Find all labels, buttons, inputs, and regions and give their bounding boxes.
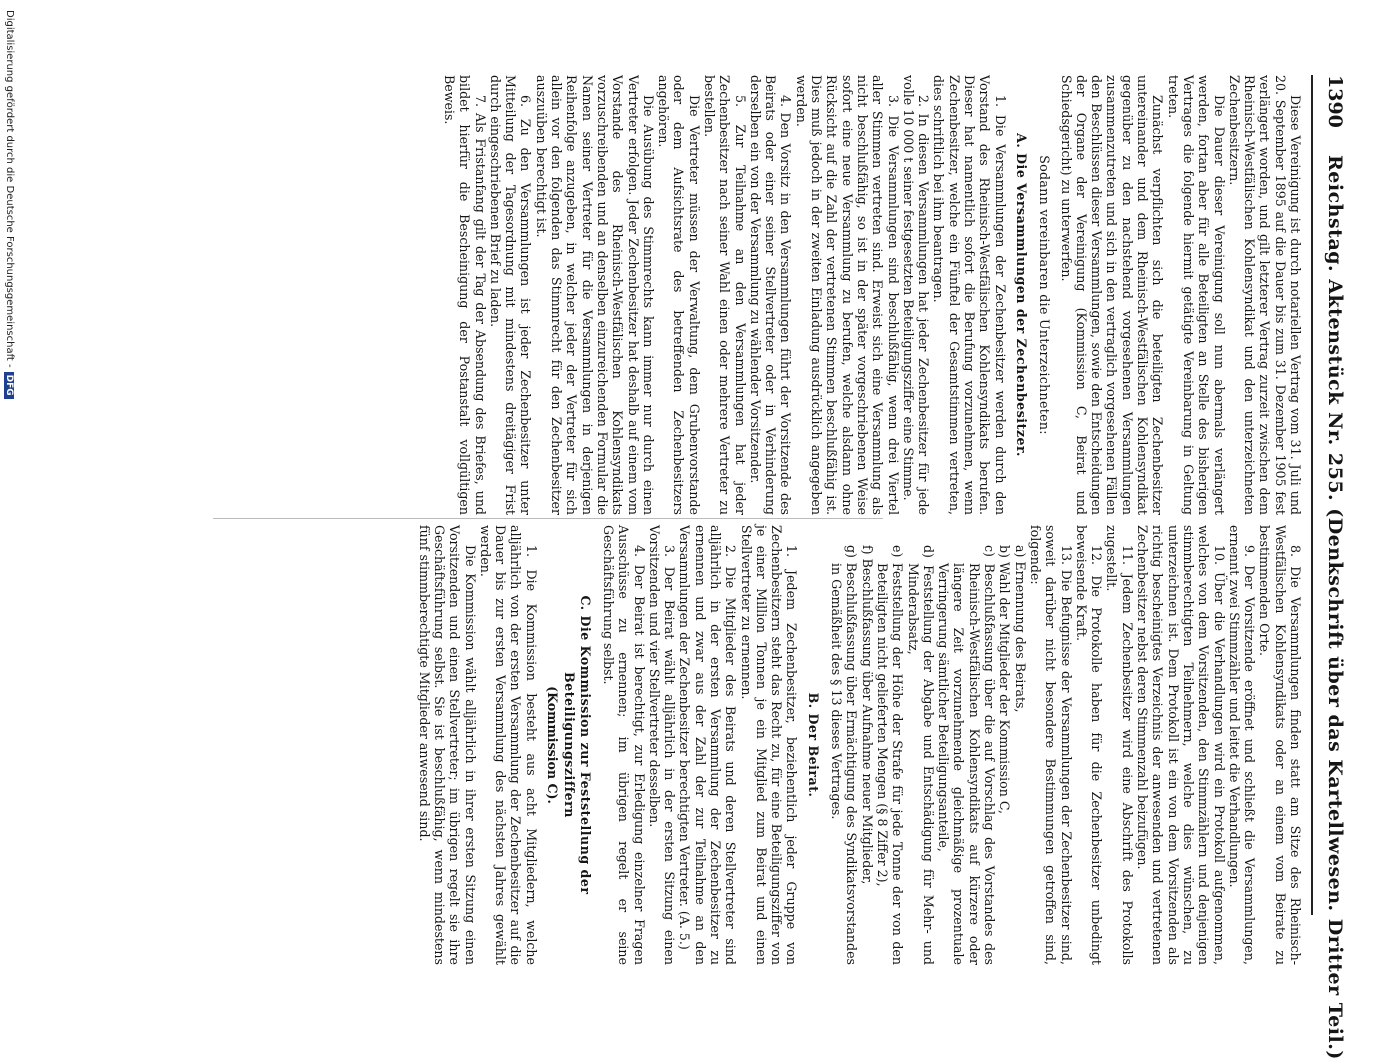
- paragraph: 3. Die Versammlungen sind beschlußfähig, wenn drei Viertel aller Stimmen vertreten sind. Erweist sich eine Versammlung als nicht beschlußfähig, so ist in der später vorgeschriebenen Weise sofort eine neue Versammlung zu berufen, welche alsdann ohne Rücksicht auf die Zahl der vertretenen Stimmen beschlußfähig ist. Dies muß jedoch in der zweiten Einladung ausdrücklich angegeben werden.: [793, 75, 901, 515]
- paragraph: 4. Der Beirat ist berechtigt, zur Erledigung einzelner Fragen Ausschüsse zu ernennen; im übrigen regelt er seine Geschäftsführung selbst.: [600, 525, 647, 965]
- list-item: b) Wahl der Mitglieder der Kommission C,: [997, 545, 1013, 815]
- paragraph: 2. Die Mitglieder des Beirats und deren Stellvertreter sind alljährlich in der ersten Versammlung der Zechenbesitzer zu ernennen und zwar aus der Zahl der zur Teilnahme an den Versammlungen der Zechenbesitzer berechtigten Vertreter. (A. 5.): [677, 525, 739, 965]
- left-column: [442, 75, 1303, 515]
- paragraph: Die Kommission wählt alljährlich in ihrer ersten Sitzung einen Vorsitzenden und einen Stellvertreter; im übrigen regelt sie ihre Geschäftsführung selbst. Sie ist beschlußfähig, wenn mindestens fünf stimmberechtigte Mitglieder anwesend sind.: [416, 525, 478, 965]
- list-item: g) Beschlußfassung über Ermächtigung des Syndikatsvorstandes in Gemäßheit des § 13 dieses Vertrages.: [829, 545, 860, 965]
- section-subheading-c: (Kommission C).: [545, 686, 561, 804]
- section-heading-c: C. Die Kommission zur Feststellung der Beteiligungsziffern: [562, 595, 593, 895]
- paragraph: 13. Die Befugnisse der Versammlungen der Zechenbesitzer sind, soweit darüber nicht besondere Bestimmungen getroffen sind, folgende:: [1027, 525, 1074, 965]
- header-rule: [1311, 75, 1313, 915]
- paragraph: 12. Die Protokolle haben für die Zechenbesitzer unbedingt beweisende Kraft.: [1073, 525, 1105, 965]
- paragraph: 7. Als Fristanfang gilt der Tag der Absendung des Briefes, und bildet hierfür die Bescheinigung der Postanstalt vollgültigen Beweis.: [441, 75, 488, 515]
- paragraph: 6. Zu den Versammlungen ist jeder Zechenbesitzer unter Mitteilung der Tagesordnung mit mindestens dreitägiger Frist durch eingeschriebenen Brief zu laden.: [487, 75, 534, 515]
- paragraph: 1. Die Versammlungen der Zechenbesitzer werden durch den Vorstand des Rheinisch-Westfälischen Kohlensyndikats berufen. Dieser hat namentlich sofort die Berufung vorzunehmen, wenn Zechenbesitzer, welche ein Fünftel der Gesamtstimmen vertreten, dies schriftlich bei ihm beantragen.: [931, 75, 1008, 515]
- column-divider: [213, 518, 883, 519]
- paragraph: Die Vertreter müssen der Verwaltung, dem Grubenvorstande oder dem Aufsichtsrate des betreffenden Zechenbesitzers angehören.: [656, 75, 702, 515]
- paragraph: Sodann vereinbaren die Unterzeichneten:: [1037, 155, 1053, 435]
- page-number: 1390: [1324, 75, 1346, 128]
- dfg-logo: DFG: [4, 372, 14, 399]
- paragraph: 3. Der Beirat wählt alljährlich in der ersten Sitzung einen Vorsitzenden und vier Stellvertreter desselben.: [646, 525, 678, 965]
- list-item: a) Ernennung des Beirats,: [1012, 545, 1028, 713]
- powers-list: [829, 525, 1028, 965]
- paragraph: 8. Die Versammlungen finden statt am Sitze des Rheinisch-Westfälischen Kohlensyndikats oder an einem vom Beirate zu bestimmenden Orte.: [1257, 525, 1303, 965]
- paragraph: 2. In diesen Versammlungen hat jeder Zechenbesitzer für jede volle 10 000 t seiner festgesetzten Beteiligungsziffer eine Stimme.: [900, 75, 932, 515]
- right-column: [416, 525, 1303, 965]
- list-item: f) Beschlußfassung über Aufnahme neuer Mitglieder,: [859, 545, 875, 885]
- paragraph: Die Ausübung des Stimmrechts kann immer nur durch einen Vertreter erfolgen. Jeder Zechenbesitzer hat deshalb auf einem vom Vorstande des Rheinisch-Westfälischen Kohlensyndikats vorzuschreibenden und an denselben einzureichenden Formular die Namen seiner Vertreter für die Versammlungen in derjenigen Reihenfolge anzugeben, in welcher jeder der Vertreter für sich allein vor den folgenden das Stimmrecht für den Zechenbesitzer auszuüben berechtigt ist.: [533, 75, 656, 515]
- paragraph: 1. Jedem Zechenbesitzer, beziehentlich jeder Gruppe von Zechenbesitzern steht das Recht zu, für eine Beteiligungsziffer von je einer Million Tonnen je ein Mitglied zum Beirat und einen Stellvertreter zu ernennen.: [738, 525, 800, 965]
- list-item: e) Feststellung der Höhe der Strafe für jede Tonne der von den Beteiligten nicht gelieferten Mengen (§ 8 Ziffer 2),: [874, 545, 906, 965]
- page-header: [1314, 75, 1346, 1060]
- paragraph: Die Dauer dieser Vereinigung soll nun abermals verlängert werden, fortan aber für alle Beteiligten an Stelle des bisherigen Vertrages die folgende hiermit getätigte Vereinbarung in Geltung treten.: [1165, 75, 1227, 515]
- paragraph: 9. Der Vorsitzende eröffnet und schließt die Versammlungen, ernennt zwei Stimmzähler und leitet die Verhandlungen.: [1226, 525, 1258, 965]
- paragraph: 4. Den Vorsitz in den Versammlungen führt der Vorsitzende des Beirats oder einer seiner Stellvertreter oder in Verhinderung derselben ein von der Versammlung zu wählender Vorsitzender.: [747, 75, 794, 515]
- paragraph: Diese Vereinigung ist durch notariellen Vertrag vom 31. Juli und 20. September 1895 auf die Dauer bis zum 31. Dezember 1905 fest verlängert worden, und gilt letzterer Vertrag zurzeit zwischen dem Rheinisch-Westfälischen Kohlensyndikat und den unterzeichneten Zechenbesitzern.: [1226, 75, 1303, 515]
- paragraph: 10. Über die Verhandlungen wird ein Protokoll aufgenommen, welches von dem Vorsitzenden, den Stimmzählern und denjenigen stimmberechtigten Teilnehmern, welche dies wünschen, zu unterzeichnen ist. Dem Protokoll ist ein von dem Vorsitzenden als richtig bescheinigtes Verzeichnis der anwesenden und vertretenen Zechenbesitzer nebst deren Stimmenzahl beizufügen.: [1135, 525, 1227, 965]
- list-item: d) Feststellung der Abgabe und Entschädigung für Mehr- und Minderabsatz,: [905, 545, 936, 965]
- section-heading-a: A. Die Versammlungen der Zechenbesitzer.: [1013, 133, 1029, 457]
- paragraph: 11. Jedem Zechenbesitzer wird eine Abschrift des Protokolls zugestellt.: [1104, 525, 1135, 965]
- footer-text: Digitalisierung gefördert durch die Deutsche Forschungsgemeinschaft -: [4, 10, 15, 368]
- paragraph: 5. Zur Teilnahme an den Versammlungen hat jeder Zechenbesitzer nach seiner Wahl einen oder mehrere Vertreter zu bestellen.: [702, 75, 748, 515]
- paragraph: Zunächst verpflichten sich die beteiligten Zechenbesitzer untereinander und dem Rheinisch-Westfälischen Kohlensyndikat gegenüber zu den nachstehend vorgesehenen Versammlungen zusammenzutreten und sich in den vertraglich vorgesehenen Fällen den Beschlüssen dieser Versammlungen, sowie den Entscheidungen der Organe der Vereinigung (Kommission C, Beirat und Schiedsgericht) zu unterwerfen.: [1058, 75, 1166, 515]
- paragraph: 1. Die Kommission besteht aus acht Mitgliedern, welche alljährlich von der ersten Versammlung der Zechenbesitzer auf die Dauer bis zur ersten Versammlung des nächsten Jahres gewählt werden.: [477, 525, 539, 965]
- page-title: Reichstag. Aktenstück Nr. 255. (Denkschrift über das Kartellwesen. Dritter Teil.): [1324, 155, 1346, 1060]
- list-item: c) Beschlußfassung über die auf Vorschlag des Vorstandes des Rheinisch-Westfälischen Kohlensyndikats auf kürzere oder längere Zeit vorzunehmende gleichmäßige prozentuale Verringerung sämtlicher Beteiligungsanteile,: [936, 545, 998, 965]
- section-heading-b: B. Der Beirat.: [805, 692, 821, 798]
- digitization-footer: [4, 10, 15, 399]
